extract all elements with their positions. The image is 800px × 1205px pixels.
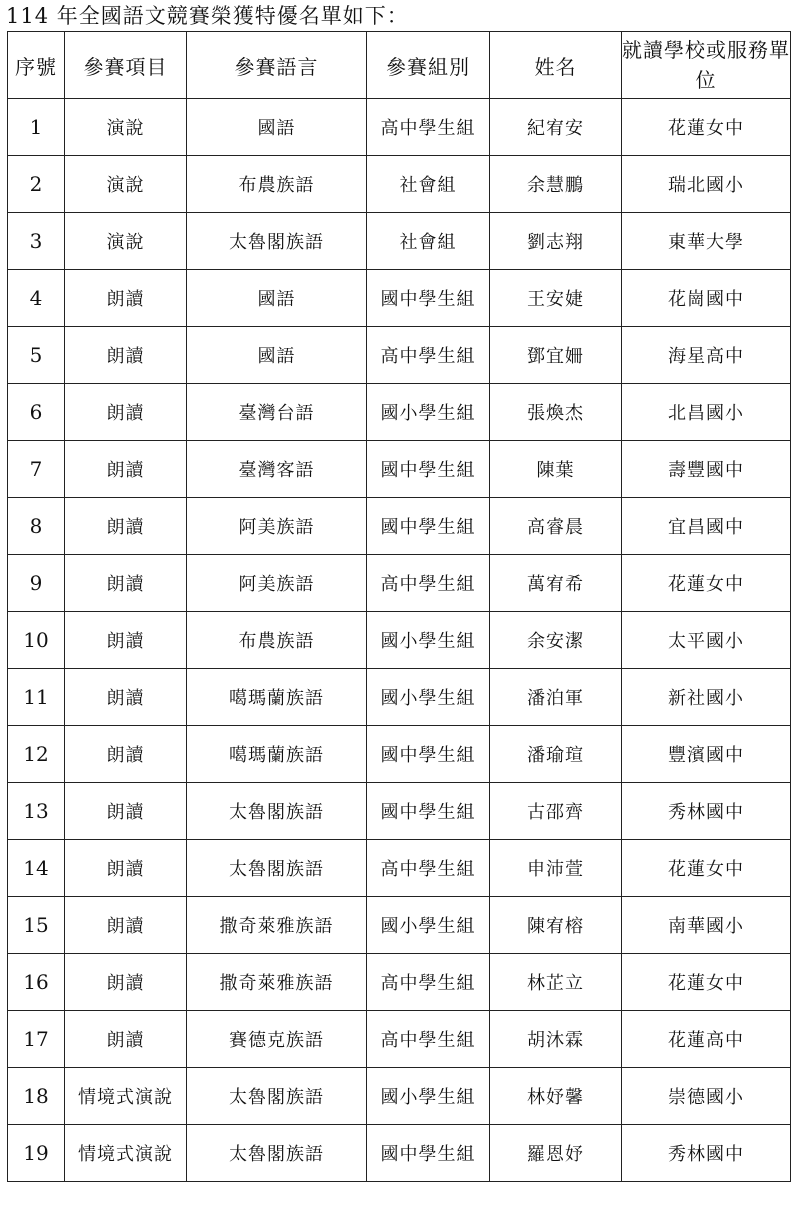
cell-group: 社會組 [367, 213, 490, 270]
table-row [8, 498, 791, 555]
cell-group: 國小學生組 [367, 669, 490, 726]
table-header-row [8, 32, 791, 99]
cell-event: 朗讀 [65, 1011, 187, 1068]
cell-language: 噶瑪蘭族語 [187, 669, 367, 726]
cell-language: 臺灣台語 [187, 384, 367, 441]
header-event: 參賽項目 [65, 32, 187, 99]
cell-school: 花蓮女中 [622, 99, 791, 156]
cell-school: 瑞北國小 [622, 156, 791, 213]
winners-table [7, 31, 791, 1182]
cell-name: 林妤馨 [490, 1068, 622, 1125]
cell-seq: 3 [8, 213, 65, 270]
cell-group: 高中學生組 [367, 555, 490, 612]
cell-name: 王安婕 [490, 270, 622, 327]
table-row [8, 897, 791, 954]
cell-event: 朗讀 [65, 327, 187, 384]
cell-name: 陳葉 [490, 441, 622, 498]
cell-language: 布農族語 [187, 156, 367, 213]
cell-event: 朗讀 [65, 669, 187, 726]
cell-event: 朗讀 [65, 840, 187, 897]
cell-group: 高中學生組 [367, 327, 490, 384]
cell-event: 演說 [65, 213, 187, 270]
table-row [8, 726, 791, 783]
cell-language: 太魯閣族語 [187, 840, 367, 897]
cell-name: 林芷立 [490, 954, 622, 1011]
cell-name: 高睿晨 [490, 498, 622, 555]
cell-language: 國語 [187, 327, 367, 384]
cell-seq: 16 [8, 954, 65, 1011]
cell-seq: 9 [8, 555, 65, 612]
cell-event: 朗讀 [65, 555, 187, 612]
table-row [8, 1068, 791, 1125]
cell-name: 胡沐霖 [490, 1011, 622, 1068]
cell-school: 花蓮女中 [622, 555, 791, 612]
cell-seq: 17 [8, 1011, 65, 1068]
cell-language: 太魯閣族語 [187, 1125, 367, 1182]
cell-school: 秀林國中 [622, 783, 791, 840]
cell-name: 陳宥榕 [490, 897, 622, 954]
cell-language: 阿美族語 [187, 555, 367, 612]
table-row [8, 1011, 791, 1068]
cell-seq: 11 [8, 669, 65, 726]
cell-event: 情境式演說 [65, 1068, 187, 1125]
cell-name: 余安潔 [490, 612, 622, 669]
cell-seq: 7 [8, 441, 65, 498]
table-body [8, 99, 791, 1182]
table-row [8, 1125, 791, 1182]
header-group: 參賽組別 [367, 32, 490, 99]
cell-school: 宜昌國中 [622, 498, 791, 555]
table-row [8, 555, 791, 612]
cell-language: 太魯閣族語 [187, 783, 367, 840]
cell-seq: 13 [8, 783, 65, 840]
cell-language: 國語 [187, 270, 367, 327]
cell-school: 太平國小 [622, 612, 791, 669]
cell-group: 高中學生組 [367, 840, 490, 897]
cell-seq: 18 [8, 1068, 65, 1125]
cell-event: 情境式演說 [65, 1125, 187, 1182]
cell-seq: 5 [8, 327, 65, 384]
table-row [8, 99, 791, 156]
cell-event: 演說 [65, 99, 187, 156]
cell-group: 國中學生組 [367, 726, 490, 783]
table-row [8, 783, 791, 840]
table-row [8, 441, 791, 498]
table-row [8, 327, 791, 384]
cell-seq: 19 [8, 1125, 65, 1182]
document-title: 114 年全國語文競賽榮獲特優名單如下： [6, 4, 409, 28]
cell-name: 鄧宜姍 [490, 327, 622, 384]
cell-seq: 14 [8, 840, 65, 897]
cell-event: 朗讀 [65, 783, 187, 840]
cell-school: 海星高中 [622, 327, 791, 384]
cell-event: 朗讀 [65, 612, 187, 669]
cell-name: 張煥杰 [490, 384, 622, 441]
table-row [8, 840, 791, 897]
cell-school: 壽豐國中 [622, 441, 791, 498]
cell-event: 朗讀 [65, 384, 187, 441]
cell-school: 新社國小 [622, 669, 791, 726]
cell-school: 花蓮高中 [622, 1011, 791, 1068]
header-name: 姓名 [490, 32, 622, 99]
cell-name: 劉志翔 [490, 213, 622, 270]
cell-name: 申沛萱 [490, 840, 622, 897]
cell-group: 國中學生組 [367, 441, 490, 498]
cell-school: 崇德國小 [622, 1068, 791, 1125]
table-row [8, 213, 791, 270]
table-row [8, 669, 791, 726]
cell-school: 花蓮女中 [622, 954, 791, 1011]
cell-event: 朗讀 [65, 270, 187, 327]
cell-name: 羅恩妤 [490, 1125, 622, 1182]
cell-group: 國小學生組 [367, 1068, 490, 1125]
cell-group: 國小學生組 [367, 384, 490, 441]
header-seq: 序號 [8, 32, 65, 99]
cell-seq: 15 [8, 897, 65, 954]
cell-seq: 6 [8, 384, 65, 441]
cell-event: 朗讀 [65, 441, 187, 498]
table-row [8, 384, 791, 441]
cell-name: 潘泊軍 [490, 669, 622, 726]
cell-language: 噶瑪蘭族語 [187, 726, 367, 783]
cell-school: 秀林國中 [622, 1125, 791, 1182]
header-school: 就讀學校或服務單位 [622, 32, 791, 99]
cell-name: 余慧鵬 [490, 156, 622, 213]
cell-language: 臺灣客語 [187, 441, 367, 498]
cell-seq: 12 [8, 726, 65, 783]
cell-group: 高中學生組 [367, 99, 490, 156]
cell-group: 國中學生組 [367, 783, 490, 840]
cell-group: 國中學生組 [367, 270, 490, 327]
cell-language: 撒奇萊雅族語 [187, 897, 367, 954]
cell-school: 豐濱國中 [622, 726, 791, 783]
table-row [8, 612, 791, 669]
cell-group: 國中學生組 [367, 498, 490, 555]
cell-language: 太魯閣族語 [187, 1068, 367, 1125]
cell-name: 潘瑜瑄 [490, 726, 622, 783]
table-row [8, 954, 791, 1011]
cell-event: 朗讀 [65, 498, 187, 555]
cell-language: 布農族語 [187, 612, 367, 669]
cell-seq: 1 [8, 99, 65, 156]
cell-language: 賽德克族語 [187, 1011, 367, 1068]
cell-name: 萬宥希 [490, 555, 622, 612]
cell-school: 花崗國中 [622, 270, 791, 327]
cell-seq: 2 [8, 156, 65, 213]
cell-school: 東華大學 [622, 213, 791, 270]
cell-name: 古邵齊 [490, 783, 622, 840]
cell-event: 朗讀 [65, 726, 187, 783]
cell-event: 朗讀 [65, 954, 187, 1011]
cell-seq: 4 [8, 270, 65, 327]
cell-group: 國小學生組 [367, 612, 490, 669]
cell-seq: 8 [8, 498, 65, 555]
cell-school: 北昌國小 [622, 384, 791, 441]
cell-group: 國中學生組 [367, 1125, 490, 1182]
cell-language: 阿美族語 [187, 498, 367, 555]
cell-event: 演說 [65, 156, 187, 213]
cell-group: 國小學生組 [367, 897, 490, 954]
cell-group: 社會組 [367, 156, 490, 213]
cell-language: 國語 [187, 99, 367, 156]
cell-language: 撒奇萊雅族語 [187, 954, 367, 1011]
cell-group: 高中學生組 [367, 1011, 490, 1068]
cell-name: 紀宥安 [490, 99, 622, 156]
cell-group: 高中學生組 [367, 954, 490, 1011]
table-row [8, 270, 791, 327]
cell-school: 花蓮女中 [622, 840, 791, 897]
table-row [8, 156, 791, 213]
header-language: 參賽語言 [187, 32, 367, 99]
cell-language: 太魯閣族語 [187, 213, 367, 270]
cell-seq: 10 [8, 612, 65, 669]
cell-event: 朗讀 [65, 897, 187, 954]
cell-school: 南華國小 [622, 897, 791, 954]
